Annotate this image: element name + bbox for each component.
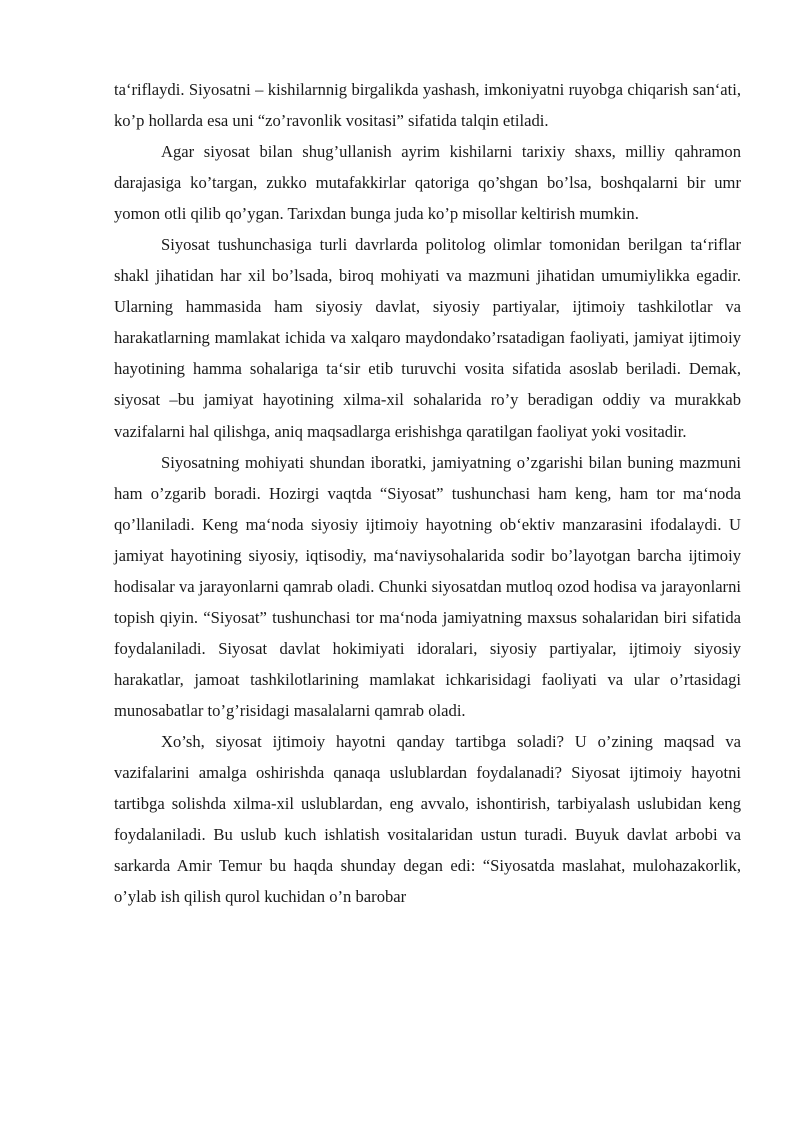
paragraph-4: Siyosatning mohiyati shundan iboratki, jamiyatning o’zgarishi bilan buning mazmuni ham o’zgarib boradi. Hozirgi vaqtda “Siyosat” tushunchasi ham keng, ham tor ma‘noda qo’llaniladi. Keng ma‘noda siyosiy ijtimoiy hayotning ob‘ektiv manzarasini ifodalaydi. U jamiyat hayotining siyosiy, iqtisodiy, ma‘naviysohalarida sodir bo’layotgan barcha ijtimoiy hodisalar va jarayonlarni qamrab oladi. Chunki siyosatdan mutloq ozod hodisa va jarayonlarni topish qiyin. “Siyosat” tushunchasi tor ma‘noda jamiyatning maxsus sohalaridan biri sifatida foydalaniladi. Siyosat davlat hokimiyati idoralari, siyosiy partiyalar, ijtimoiy siyosiy harakatlar, jamoat tashkilotlarining mamlakat ichkarisidagi faoliyati va ular o’rtasidagi munosabatlar to’g’risidagi masalalarni qamrab oladi. <box>114 452 741 720</box>
paragraph-2: Agar siyosat bilan shug’ullanish ayrim kishilarni tarixiy shaxs, milliy qahramon darajasiga ko’targan, zukko mutafakkirlar qatoriga qo’shgan bo’lsa, boshqalarni bir umr yomon otli qilib qo’ygan. Tarixdan bunga juda ko’p misollar keltirish mumkin. <box>114 142 741 224</box>
paragraph-3: Siyosat tushunchasiga turli davrlarda politolog olimlar tomonidan berilgan ta‘riflar shakl jihatidan har xil bo’lsada, biroq mohiyati va mazmuni jihatidan umumiylikka egadir. Ularning hammasida ham siyosiy davlat, siyosiy partiyalar, ijtimoiy tashkilotlar va harakatlarning mamlakat ichida va xalqaro maydondako’rsatadigan faoliyati, jamiyat ijtimoiy hayotining hamma sohalariga ta‘sir etib turuvchi vosita sifatida asoslab beriladi. Demak, siyosat –bu jamiyat hayotining xilma-xil sohalarida ro’y beradigan oddiy va murakkab vazifalarni hal qilishga, aniq maqsadlarga erishishga qaratilgan faoliyat yoki vositadir. <box>114 235 741 441</box>
paragraph-5: Xo’sh, siyosat ijtimoiy hayotni qanday tartibga soladi? U o’zining maqsad va vazifalarini amalga oshirishda qanaqa uslublardan foydalanadi? Siyosat ijtimoiy hayotni tartibga solishda xilma-xil uslublardan, eng avvalo, ishontirish, tarbiyalash uslubidan keng foydalaniladi. Bu uslub kuch ishlatish vositalaridan ustun turadi. Buyuk davlat arbobi va sarkarda Amir Temur bu haqda shunday degan edi: “Siyosatda maslahat, mulohazakorlik, o’ylab ish qilish qurol kuchidan o’n barobar <box>114 731 741 907</box>
document-body <box>114 74 741 912</box>
paragraph-1: ta‘riflaydi. Siyosatni – kishilarnnig birgalikda yashash, imkoniyatni ruyobga chiqarish san‘ati, ko’p hollarda esa uni “zo’ravonlik vositasi” sifatida talqin etiladi. <box>114 80 741 131</box>
